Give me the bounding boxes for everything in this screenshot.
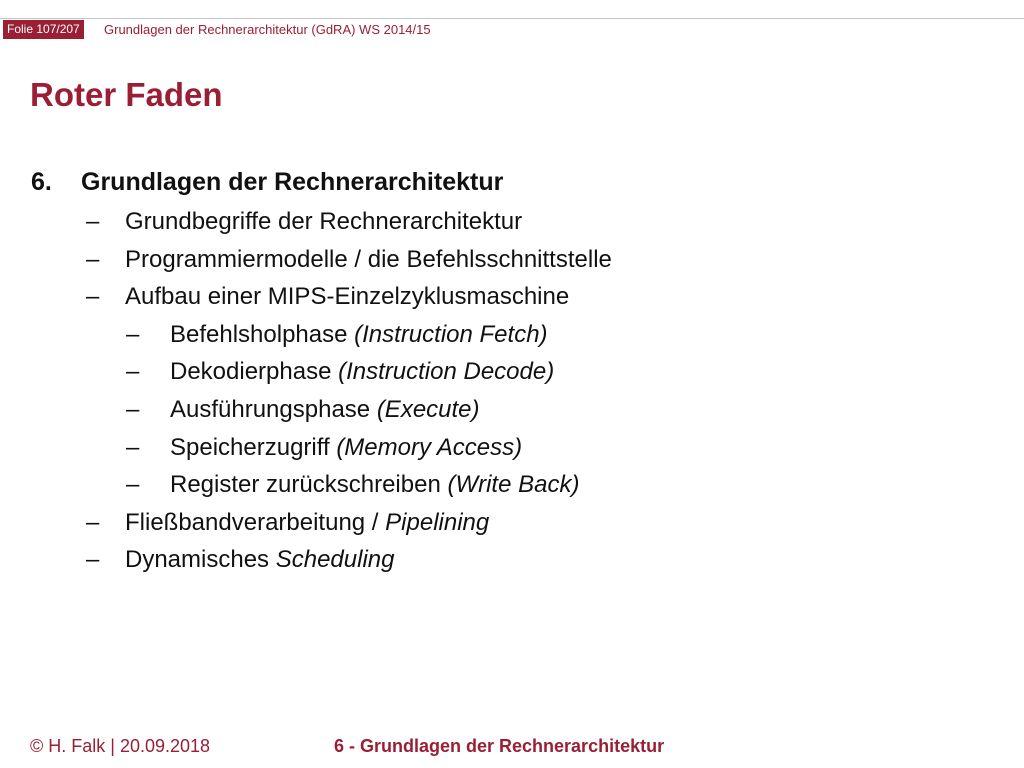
bullet-dash: –	[86, 508, 100, 536]
bullet-dash: –	[86, 546, 100, 574]
english-term: (Execute)	[376, 395, 480, 423]
english-term: (Memory Access)	[336, 433, 523, 461]
english-term: Pipelining	[385, 508, 490, 536]
subtopic-label: Ausführungsphase	[170, 395, 377, 423]
course-title: Grundlagen der Rechnerarchitektur (GdRA) WS 2014/15	[104, 22, 431, 37]
topic-text	[125, 279, 569, 315]
bullet-dash: –	[86, 283, 100, 311]
footer-author: © H. Falk | 20.09.2018	[30, 736, 211, 756]
subtopic-label: Dekodierphase	[170, 358, 339, 386]
slide-number-badge: Folie 107/207	[3, 20, 84, 39]
subtopic-text	[170, 354, 554, 390]
subtopic-label: Speicherzugriff	[170, 433, 337, 461]
subtopic-text	[170, 430, 522, 466]
header-rule	[0, 18, 1024, 19]
bullet-dash: –	[126, 320, 140, 348]
topic-label: Fließbandverarbeitung /	[125, 508, 386, 536]
topic-label: Aufbau einer MIPS-Einzelzyklusmaschine	[125, 283, 570, 311]
bullet-dash: –	[126, 433, 140, 461]
bullet-dash: –	[86, 245, 100, 273]
subtopic-label: Befehlsholphase	[170, 320, 355, 348]
topic-label: Dynamisches	[125, 546, 276, 574]
topic-text	[125, 505, 489, 541]
bullet-dash: –	[86, 208, 100, 235]
bullet-dash: –	[126, 471, 140, 499]
subtopic-text	[170, 317, 548, 353]
english-term: (Instruction Fetch)	[354, 320, 548, 348]
subtopic-text	[170, 467, 579, 503]
bullet-dash: –	[126, 358, 140, 386]
footer-chapter: 6 - Grundlagen der Rechnerarchitektur	[334, 736, 665, 756]
subtopic-text	[170, 392, 480, 428]
topic-text	[125, 204, 522, 240]
topic-label: Programmiermodelle / die Befehlsschnittstelle	[125, 245, 612, 273]
subtopic-label: Register zurückschreiben	[170, 471, 448, 499]
english-term: (Write Back)	[447, 471, 580, 499]
topic-text	[125, 242, 612, 278]
topic-label: Grundbegriffe der Rechnerarchitektur	[125, 208, 523, 235]
english-term: Scheduling	[275, 546, 395, 574]
topic-text	[125, 542, 394, 578]
section-title: Grundlagen der Rechnerarchitektur	[81, 168, 504, 196]
section-number: 6.	[31, 168, 52, 196]
english-term: (Instruction Decode)	[338, 358, 555, 386]
bullet-dash: –	[126, 395, 140, 423]
slide-title: Roter Faden	[30, 76, 223, 113]
